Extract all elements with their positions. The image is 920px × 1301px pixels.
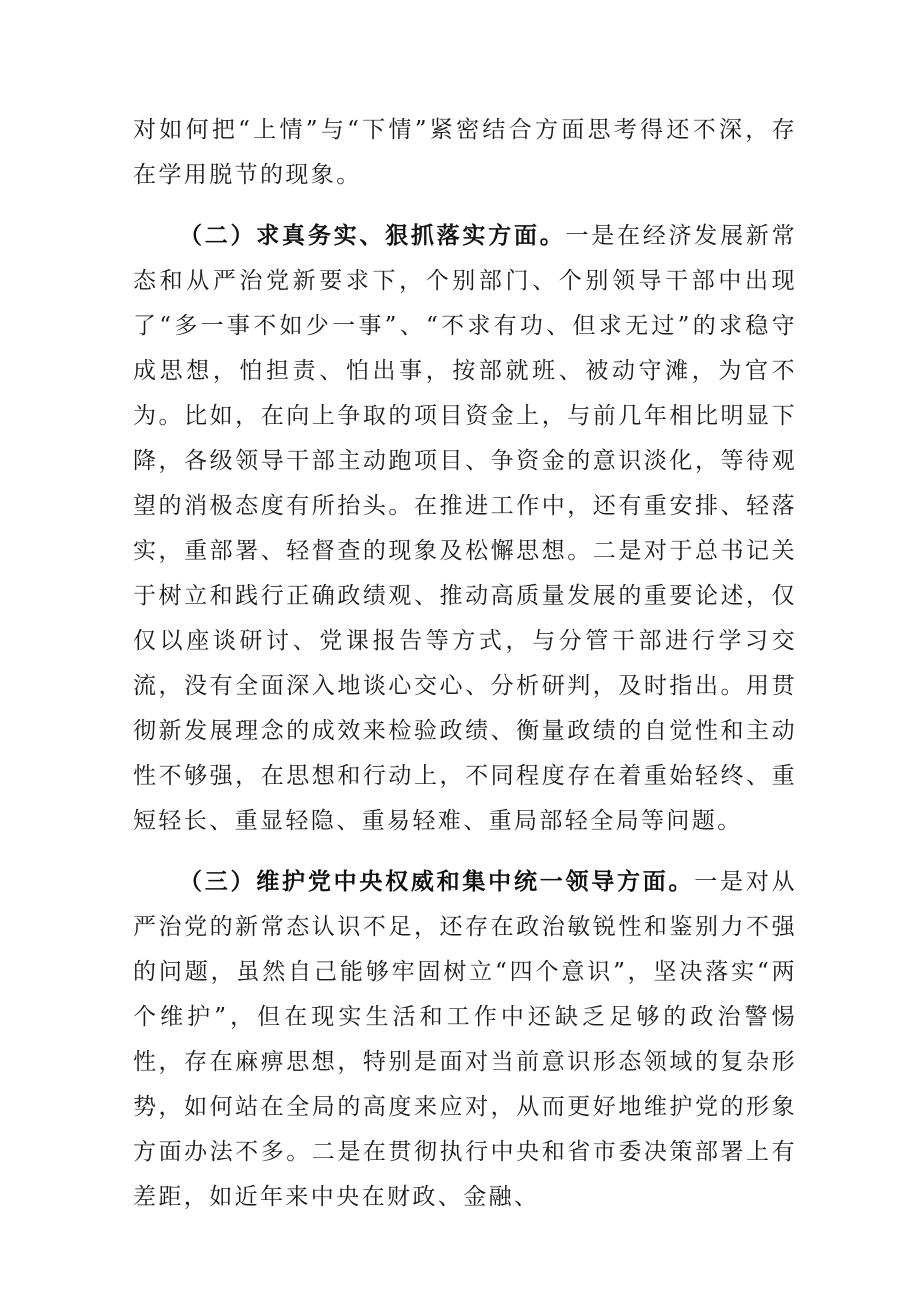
paragraph-section-3 bbox=[133, 859, 797, 1220]
paragraph-text: 一是在经济发展新常态和从严治党新要求下，个别部门、个别领导干部中出现了“多一事不如少一事”、“不求有功、但求无过”的求稳守成思想，怕担责、怕出事，按部就班、被动守滩，为官不为。比如，在向上争取的项目资金上，与前几年相比明显下降，各级领导干部主动跑项目、争资金的意识淡化，等待观望的消极态度有所抬头。在推进工作中，还有重安排、轻落实，重部署、轻督查的现象及松懈思想。二是对于总书记关于树立和践行正确政绩观、推动高质量发展的重要论述，仅仅以座谈研讨、党课报告等方式，与分管干部进行学习交流，没有全面深入地谈心交心、分析研判，及时指出。用贯彻新发展理念的成效来检验政绩、衡量政绩的自觉性和主动性不够强，在思想和行动上，不同程度存在着重始轻终、重短轻长、重显轻隐、重易轻难、重局部轻全局等问题。 bbox=[133, 223, 798, 834]
section-heading: （三）维护党中央权威和集中统一领导方面。 bbox=[179, 868, 695, 895]
paragraph-continuation bbox=[133, 108, 797, 198]
paragraph-text: 一是对从严治党的新常态认识不足，还存在政治敏锐性和鉴别力不强的问题，虽然自己能够牢固树立“四个意识”，坚决落实“两个维护”，但在现实生活和工作中还缺乏足够的政治警惕性，存在麻痹思想，特别是面对当前意识形态领域的复杂形势，如何站在全局的高度来应对，从而更好地维护党的形象方面办法不多。二是在贯彻执行中央和省市委决策部署上有差距，如近年来中央在财政、金融、 bbox=[133, 869, 797, 1210]
paragraph-text: 对如何把“上情”与“下情”紧密结合方面思考得还不深，存在学用脱节的现象。 bbox=[133, 117, 797, 188]
document-body bbox=[133, 108, 797, 1220]
section-heading: （二）求真务实、狠抓落实方面。 bbox=[179, 222, 566, 249]
paragraph-section-2 bbox=[133, 213, 797, 844]
